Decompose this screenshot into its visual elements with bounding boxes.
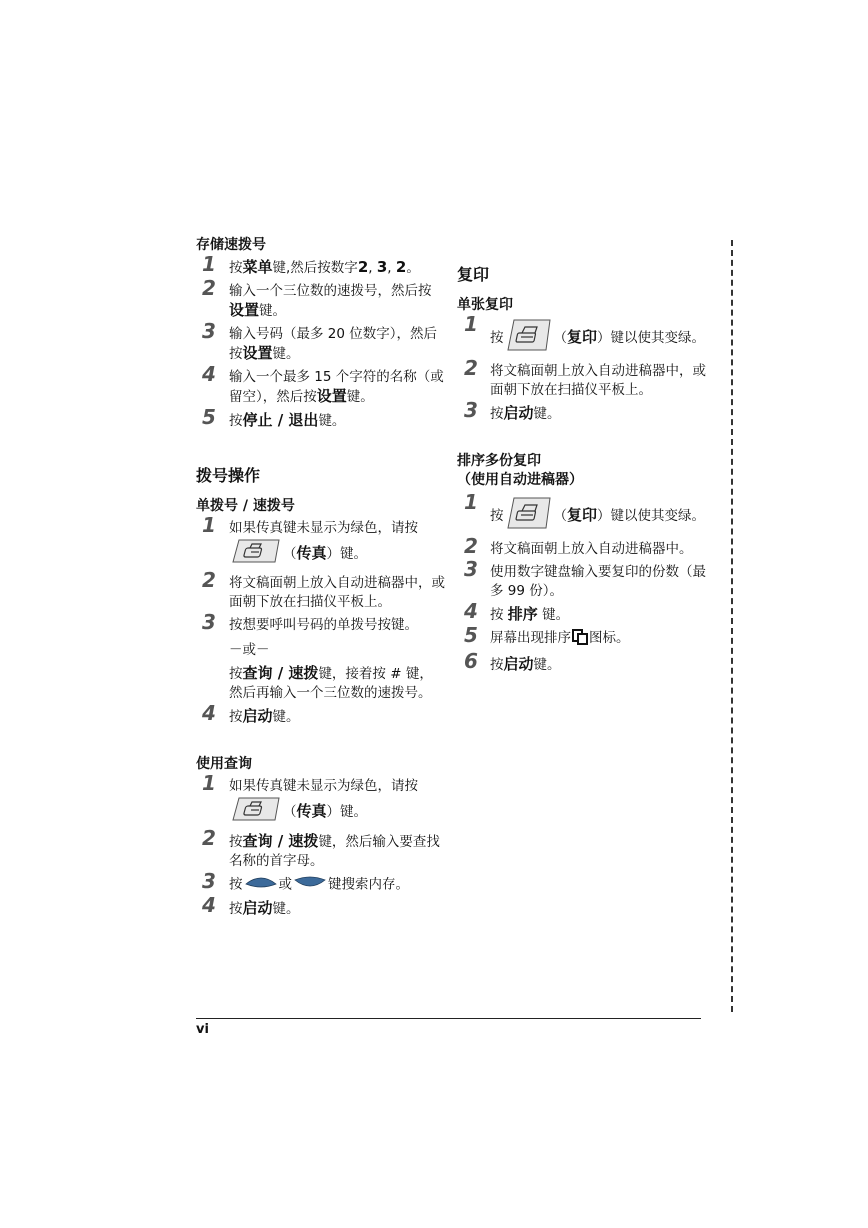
step-number: 1 xyxy=(464,312,478,336)
list-item xyxy=(196,826,446,871)
digit: 2 xyxy=(395,258,407,276)
step-text: 键以使其变绿。 xyxy=(610,330,706,346)
step-text: 按 xyxy=(490,406,504,422)
key-label-copy: 复印 xyxy=(567,328,598,346)
key-label-copy: 复印 xyxy=(567,506,598,524)
cut-line xyxy=(731,240,733,1012)
step-text: 键。 xyxy=(533,406,561,422)
step-text: 按 xyxy=(229,900,243,917)
step-text: 按 xyxy=(490,508,504,524)
step-text: 键,然后按数字 xyxy=(272,260,358,276)
subsection-title-sort-copy: 排序多份复印 xyxy=(457,453,541,469)
section-title-dialing: 拨号操作 xyxy=(196,466,261,485)
step-text: （ xyxy=(283,546,297,562)
step-number: 3 xyxy=(464,398,478,422)
step-text: 键搜索内存。 xyxy=(328,876,409,893)
step-number: 1 xyxy=(202,771,216,795)
step-text: 按 xyxy=(490,657,504,673)
step-text: 键。 xyxy=(533,657,561,673)
step-text: ） xyxy=(326,804,341,820)
step-text: 键。 xyxy=(272,346,300,362)
step-text: （ xyxy=(553,330,567,346)
step-text: 按想要呼叫号码的单拨号按键。 xyxy=(229,617,418,633)
or-separator: －或－ xyxy=(229,642,270,658)
step-text: 键。 xyxy=(318,413,346,429)
step-number: 3 xyxy=(202,319,216,343)
list-item xyxy=(196,610,446,703)
key-label-start: 启动 xyxy=(503,404,534,422)
step-text: ） xyxy=(326,546,341,562)
step-number: 1 xyxy=(202,513,216,537)
step-number: 4 xyxy=(464,599,478,623)
key-label-stop-exit: 停止 / 退出 xyxy=(242,411,319,429)
step-number: 2 xyxy=(202,276,216,300)
list-item xyxy=(196,568,446,612)
list-item xyxy=(457,557,707,601)
step-number: 3 xyxy=(202,869,216,893)
step-text: （ xyxy=(283,804,297,820)
step-text: 键。 xyxy=(272,709,300,725)
step-number: 1 xyxy=(464,490,478,514)
step-text: 输入一个最多 15 个字符的名称（或留空），然后按 xyxy=(229,369,444,405)
step-text: 按 xyxy=(490,607,508,623)
step-number: 3 xyxy=(202,610,216,634)
step-text: 按 xyxy=(229,413,243,429)
step-text: 。 xyxy=(406,260,420,276)
list-item xyxy=(457,599,707,625)
step-number: 5 xyxy=(202,405,216,429)
list-item xyxy=(196,771,446,828)
digit: 3 xyxy=(376,258,388,276)
step-text: 使用数字键盘输入要复印的份数（最多 99 份）。 xyxy=(490,564,706,599)
list-item xyxy=(196,319,446,364)
fax-key-icon xyxy=(231,796,281,828)
step-text: , xyxy=(368,260,377,276)
step-number: 1 xyxy=(202,252,216,276)
key-label-sort: 排序 xyxy=(507,605,538,623)
step-text: 按 xyxy=(490,330,504,346)
list-item xyxy=(457,356,707,400)
copy-key-icon xyxy=(506,318,552,358)
down-arrow-key-icon xyxy=(294,875,326,894)
subsection-subtitle-adf: （使用自动进稿器） xyxy=(457,472,583,488)
step-text: 如果传真键未显示为绿色，请按 xyxy=(229,520,418,536)
step-text: 键，然后输入要查找名称的首字母。 xyxy=(229,834,440,869)
list-item xyxy=(196,701,446,727)
key-label-fax: 传真 xyxy=(296,544,327,562)
step-text: （ xyxy=(553,508,567,524)
list-item xyxy=(457,534,707,559)
list-item xyxy=(457,490,707,536)
section-title-copy: 复印 xyxy=(457,265,490,284)
step-text: 将文稿面朝上放入自动进稿器中，或面朝下放在扫描仪平板上。 xyxy=(229,575,445,610)
step-number: 6 xyxy=(464,649,478,673)
step-text: 按 xyxy=(229,260,243,276)
step-text: 键，接着按 # 键，然后再输入一个三位数的速拨号。 xyxy=(229,666,433,701)
step-text: 将文稿面朝上放入自动进稿器中。 xyxy=(490,541,693,557)
step-number: 4 xyxy=(202,362,216,386)
footer-rule xyxy=(196,1018,701,1019)
section-title-store-speed-dial: 存储速拨号 xyxy=(196,237,266,253)
step-text: 按 xyxy=(229,709,243,725)
page-number: vi xyxy=(196,1022,209,1037)
step-text: 键。 xyxy=(537,607,570,623)
list-item xyxy=(196,362,446,407)
step-text: , xyxy=(387,260,396,276)
step-number: 3 xyxy=(464,557,478,581)
step-text: 将文稿面朝上放入自动进稿器中，或面朝下放在扫描仪平板上。 xyxy=(490,363,706,398)
list-item xyxy=(196,892,446,919)
step-text: ） xyxy=(597,508,611,524)
step-number: 2 xyxy=(202,826,216,850)
key-label-fax: 传真 xyxy=(296,802,327,820)
list-item xyxy=(196,513,446,570)
key-label-search-speed-dial: 查询 / 速拨 xyxy=(242,664,319,682)
step-number: 4 xyxy=(202,701,216,725)
sort-icon xyxy=(572,629,588,651)
subsection-title-single-copy: 单张复印 xyxy=(457,297,513,313)
list-item xyxy=(196,405,446,431)
list-item xyxy=(196,869,446,895)
step-text: 键。 xyxy=(346,389,374,405)
step-text: 按 xyxy=(229,876,243,893)
list-item xyxy=(457,649,707,675)
step-number: 4 xyxy=(202,892,216,917)
digit: 2 xyxy=(357,258,369,276)
key-label-set: 设置 xyxy=(229,301,260,319)
list-item xyxy=(457,312,707,358)
step-number: 2 xyxy=(202,568,216,592)
step-number: 5 xyxy=(464,623,478,647)
step-text: 输入一个三位数的速拨号，然后按 xyxy=(229,283,432,299)
list-item xyxy=(196,252,446,278)
step-number: 2 xyxy=(464,534,478,558)
step-text: 按 xyxy=(229,834,243,850)
step-text: ） xyxy=(597,330,611,346)
step-text: 键。 xyxy=(259,303,287,319)
key-label-menu: 菜单 xyxy=(242,258,273,276)
step-text: 如果传真键未显示为绿色，请按 xyxy=(229,778,418,794)
step-number: 2 xyxy=(464,356,478,380)
step-text: 键以使其变绿。 xyxy=(610,508,706,524)
step-text: 键。 xyxy=(340,804,368,820)
key-label-search-speed-dial: 查询 / 速拨 xyxy=(242,832,319,850)
key-label-start: 启动 xyxy=(242,707,273,725)
step-text: 键。 xyxy=(340,546,368,562)
step-text: 屏幕出现排序 xyxy=(490,630,571,646)
fax-key-icon xyxy=(231,538,281,570)
subsection-title-one-touch-speed-dial: 单拨号 / 速拨号 xyxy=(196,498,295,514)
step-text: 图标。 xyxy=(589,630,630,646)
list-item xyxy=(457,623,707,651)
step-text: 或 xyxy=(278,876,292,893)
right-column xyxy=(457,264,707,679)
key-label-start: 启动 xyxy=(503,655,534,673)
subsection-title-use-search: 使用查询 xyxy=(196,756,252,772)
key-label-set: 设置 xyxy=(316,387,347,405)
step-text: 按 xyxy=(229,666,243,682)
list-item xyxy=(457,398,707,424)
key-label-start: 启动 xyxy=(242,898,273,917)
step-text: 输入号码（最多 20 位数字），然后按 xyxy=(229,326,438,362)
up-arrow-key-icon xyxy=(245,875,277,894)
copy-key-icon xyxy=(506,496,552,536)
step-text: 键。 xyxy=(272,900,300,917)
list-item xyxy=(196,276,446,321)
key-label-set: 设置 xyxy=(242,344,273,362)
left-column xyxy=(196,236,446,923)
